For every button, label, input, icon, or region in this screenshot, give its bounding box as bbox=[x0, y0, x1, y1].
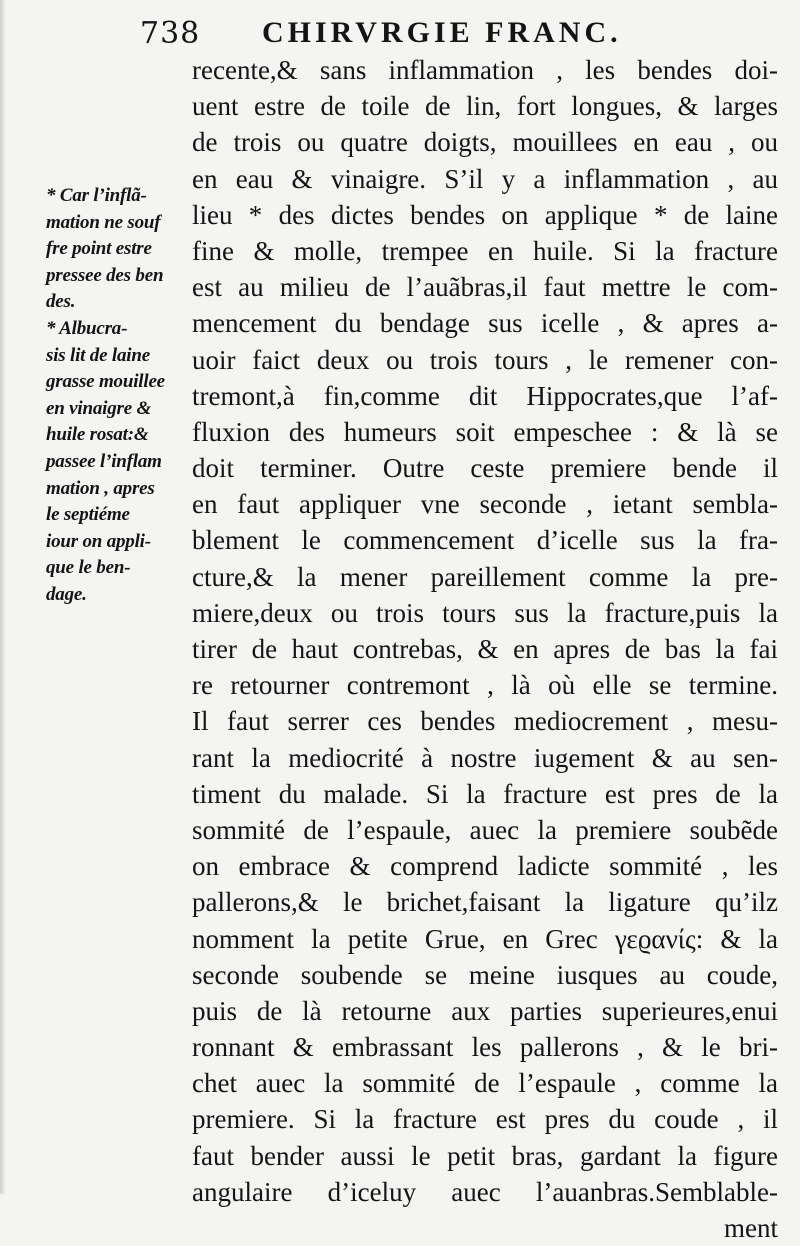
text-line: en faut appliquer vne seconde , ietant sembla- bbox=[192, 489, 778, 520]
margin-note-line: mation , apres bbox=[46, 477, 155, 499]
text-line: faut bender aussi le petit bras, gardant la figure bbox=[192, 1140, 778, 1171]
text-line: on embrace & comprend ladicte sommité , les bbox=[192, 851, 778, 882]
text-line: ronnant & embrassant les pallerons , & le bri- bbox=[192, 1032, 778, 1063]
text-line: tremont,à fin,comme dit Hippocrates,que l’af- bbox=[192, 380, 778, 411]
text-line: fine & molle, trempee en huile. Si la fracture bbox=[192, 235, 778, 266]
text-line: pallerons,& le brichet,faisant la ligature qu’ilz bbox=[192, 887, 778, 918]
margin-note-line: * Albucra- bbox=[46, 317, 128, 339]
margin-note-line: que le ben- bbox=[46, 557, 131, 579]
text-line: uent estre de toile de lin, fort longues, & larges bbox=[192, 91, 778, 122]
text-line: rant la mediocrité à nostre iugement & au sen- bbox=[192, 742, 778, 773]
margin-note-line: en vinaigre & bbox=[46, 397, 152, 419]
text-line: chet auec la sommité de l’espaule , comme la bbox=[192, 1068, 778, 1099]
text-line: seconde soubende se meine iusques au coude, bbox=[192, 959, 778, 990]
text-line: sommité de l’espaule, auec la premiere soubẽde bbox=[192, 814, 778, 845]
text-line: recente,& sans inflammation , les bendes doi- bbox=[192, 55, 778, 85]
margin-note-line: passee l’inflam bbox=[46, 450, 162, 472]
text-line: de trois ou quatre doigts, mouillees en eau , ou bbox=[192, 127, 778, 158]
margin-note-line: sis lit de laine bbox=[46, 344, 150, 366]
margin-note-line: pressee des ben bbox=[46, 264, 164, 286]
text-line: lieu * des dictes bendes on applique * de laine bbox=[192, 199, 778, 230]
text-line: cture,& la mener pareillement comme la pre- bbox=[192, 561, 778, 592]
text-line: tirer de haut contrebas, & en apres de bas la fai bbox=[192, 634, 778, 664]
margin-note-line: huile rosat:& bbox=[46, 424, 149, 446]
text-line: est au milieu de l’auãbras,il faut mettre le com- bbox=[192, 272, 778, 303]
text-line: mencement du bendage sus icelle , & apres a- bbox=[192, 308, 778, 339]
text-line: miere,deux ou trois tours sus la fracture,puis la bbox=[192, 597, 778, 628]
margin-note-line: fre point estre bbox=[46, 238, 152, 260]
main-text-block bbox=[192, 52, 778, 1246]
page-edge bbox=[0, 0, 6, 1194]
page-header bbox=[0, 10, 800, 56]
margin-note-line: grasse mouillee bbox=[46, 371, 165, 393]
margin-note-line: le septiéme bbox=[46, 504, 130, 526]
text-line: Il faut serrer ces bendes mediocrement , mesu- bbox=[192, 706, 778, 737]
text-line: timent du malade. Si la fracture est pres de la bbox=[192, 778, 778, 809]
text-line: puis de là retourne aux parties superieures,enui bbox=[192, 995, 778, 1026]
text-line: re retourner contremont , là où elle se termine. bbox=[192, 670, 778, 701]
margin-note-line: des. bbox=[46, 291, 76, 313]
margin-notes bbox=[46, 183, 192, 609]
text-line: blement le commencement d’icelle sus la fra- bbox=[192, 525, 778, 556]
text-line: doit terminer. Outre ceste premiere bende il bbox=[192, 453, 778, 484]
margin-note-line: iour on appli- bbox=[46, 530, 151, 552]
margin-note-line: dage. bbox=[46, 583, 87, 605]
text-line: fluxion des humeurs soit empeschee : & là se bbox=[192, 416, 778, 447]
text-line: angulaire d’iceluy auec l’auanbras.Semblable- bbox=[192, 1176, 778, 1207]
catchword: ment bbox=[724, 1213, 778, 1243]
text-line: premiere. Si la fracture est pres du coude , il bbox=[192, 1104, 778, 1135]
page-number: 738 bbox=[140, 16, 201, 51]
margin-note-line: mation ne souf bbox=[46, 211, 161, 233]
text-line: nomment la petite Grue, en Grec γεϱανίς: & la bbox=[192, 923, 778, 954]
text-line: uoir faict deux ou trois tours , le remener con- bbox=[192, 344, 778, 375]
margin-note-line: * Car l’inflã- bbox=[46, 185, 147, 206]
running-title: CHIRVRGIE FRANC. bbox=[262, 16, 622, 49]
text-line: en eau & vinaigre. S’il y a inflammation , au bbox=[192, 163, 778, 194]
